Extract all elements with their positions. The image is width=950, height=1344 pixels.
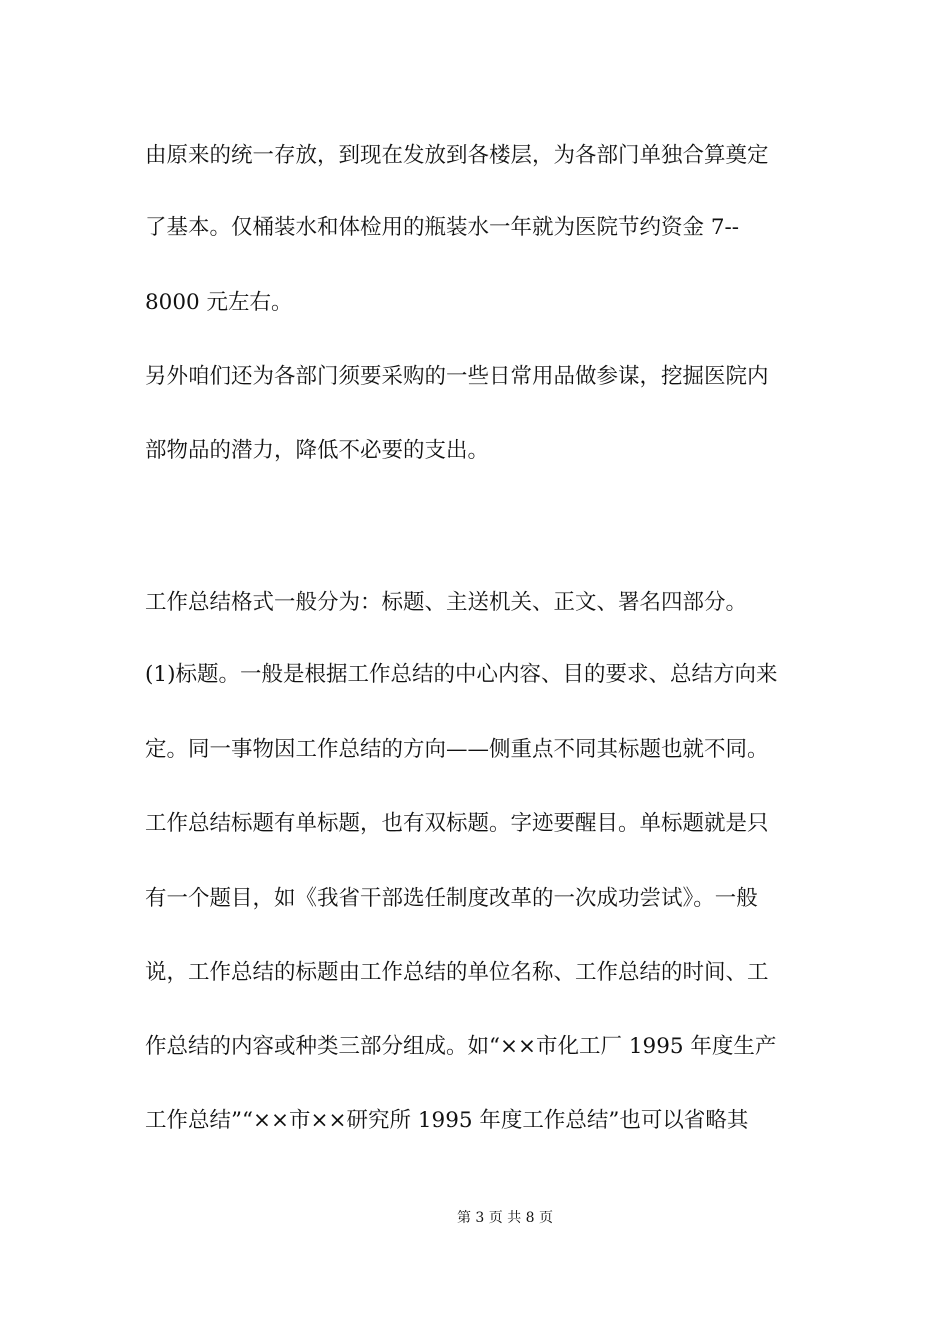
text-line: 了基本。仅桶装水和体检用的瓶装水一年就为医院节约资金 7-- — [145, 215, 740, 240]
text-line: (1)标题。一般是根据工作总结的中心内容、目的要求、总结方向来 — [145, 662, 778, 687]
text-line: 有一个题目，如《我省干部选任制度改革的一次成功尝试》。一般 — [145, 886, 758, 911]
page-number-footer: 第 3 页 共 8 页 — [456, 1210, 554, 1226]
text-line: 部物品的潜力，降低不必要的支出。 — [145, 438, 490, 463]
text-line: 说，工作总结的标题由工作总结的单位名称、工作总结的时间、工 — [145, 960, 769, 985]
text-line: 定。同一事物因工作总结的方向——侧重点不同其标题也就不同。 — [145, 737, 769, 762]
text-line: 8000 元左右。 — [145, 290, 293, 315]
text-line: 由原来的统一存放，到现在发放到各楼层，为各部门单独合算奠定 — [145, 143, 769, 168]
text-line: 另外咱们还为各部门须要采购的一些日常用品做参谋，挖掘医院内 — [145, 364, 769, 389]
text-line: 工作总结标题有单标题，也有双标题。字迹要醒目。单标题就是只 — [145, 811, 769, 836]
text-line: 作总结的内容或种类三部分组成。如“××市化工厂 1995 年度生产 — [145, 1034, 777, 1059]
text-line: 工作总结格式一般分为：标题、主送机关、正文、署名四部分。 — [145, 590, 748, 615]
text-line: 工作总结”“××市××研究所 1995 年度工作总结”也可以省略其 — [145, 1108, 749, 1133]
